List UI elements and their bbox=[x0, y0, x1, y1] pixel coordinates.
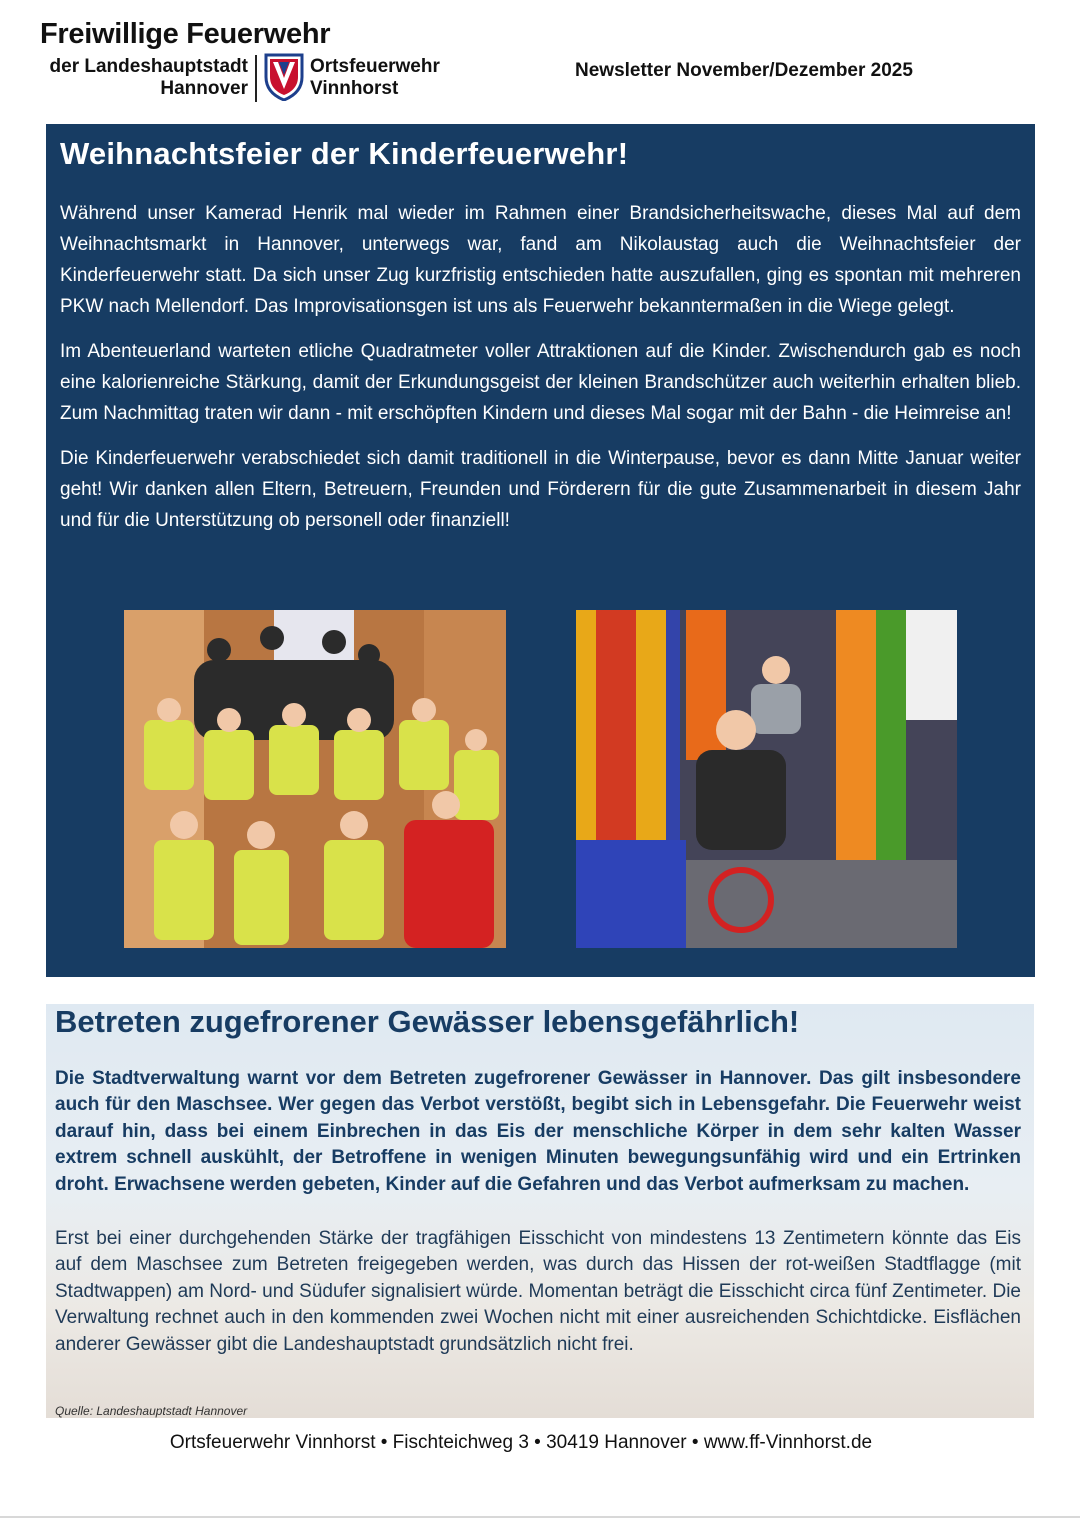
org-title: Freiwillige Feuerwehr bbox=[40, 18, 331, 50]
paragraph: Während unser Kamerad Henrik mal wieder im Rahmen einer Brandsicherheitswache, dieses Mal auf dem Weihnachtsmarkt in Hannover, unterwegs war, fand am Nikolaustag auch die Weihnachtsfeier der Kinderfeuerwehr statt. Da sich unser Zug kurzfristig entschieden hatte auszufallen, ging es spontan mit mehreren PKW nach Mellendorf. Das Improvisationsgen ist uns als Feuerwehr bekanntermaßen in die Wiege gelegt. bbox=[60, 203, 1021, 317]
crest-icon bbox=[264, 53, 304, 101]
org-city-line2: Hannover bbox=[160, 78, 248, 99]
org-unit-line1: Ortsfeuerwehr bbox=[310, 56, 440, 77]
playground-photo bbox=[576, 610, 957, 948]
paragraph: Im Abenteuerland warteten etliche Quadratmeter voller Attraktionen auf die Kinder. Zwischendurch gab es noch eine kalorienreiche Stärkung, damit der Erkundungsgeist der kleinen Brandschützer auch weiterhin erhalten blieb. Zum Nachmittag traten wir dann - mit erschöpften Kindern und dieses Mal sogar mit der Bahn - die Heimreise an! bbox=[60, 341, 1021, 424]
bottom-divider bbox=[0, 1516, 1080, 1518]
section-text bbox=[60, 198, 1021, 550]
footer-address: Ortsfeuerwehr Vinnhorst • Fischteichweg 3 • 30419 Hannover • www.ff-Vinnhorst.de bbox=[169, 1432, 873, 1453]
group-photo bbox=[124, 610, 506, 948]
eis-warnung-section bbox=[46, 1004, 1034, 1418]
logo-divider bbox=[255, 55, 257, 102]
group-photo-illustration bbox=[124, 610, 506, 948]
org-unit-block bbox=[310, 56, 440, 100]
playground-photo-illustration bbox=[576, 610, 957, 948]
warning-paragraph: Die Stadtverwaltung warnt vor dem Betreten zugefrorener Gewässer in Hannover. Das gilt insbesondere auch für den Maschsee. Wer gegen das Verbot verstößt, begibt sich in Lebensgefahr. Die Feuerwehr weist darauf hin, dass bei einem Einbrechen in das Eis der menschliche Körper in dem sehr kalten Wasser extrem schnell auskühlt, der Betroffene in wenigen Minuten bewegungsunfähig wird und ein Ertrinken droht. Erwachsene werden gebeten, Kinder auf die Gefahren und das Verbot aufmerksam zu machen. bbox=[55, 1068, 1021, 1195]
page-header bbox=[0, 0, 1080, 115]
org-city-block bbox=[40, 56, 248, 100]
newsletter-title: Newsletter November/Dezember 2025 bbox=[575, 60, 913, 81]
org-city-line1: der Landeshauptstadt bbox=[49, 56, 248, 77]
source-note: Quelle: Landeshauptstadt Hannover bbox=[55, 1404, 248, 1418]
org-unit-line2: Vinnhorst bbox=[310, 78, 399, 99]
paragraph: Die Kinderfeuerwehr verabschiedet sich damit traditionell in die Winterpause, bevor es dann Mitte Januar weiter geht! Wir danken allen Eltern, Betreuern, Freunden und Förderern für die gute Zusammenarbeit in diesem Jahr und für die Unterstützung ob personell oder finanziell! bbox=[60, 448, 1021, 531]
section-title: Weihnachtsfeier der Kinderfeuerwehr! bbox=[60, 136, 629, 171]
section-title: Betreten zugefrorener Gewässer lebensgefährlich! bbox=[55, 1004, 800, 1039]
info-paragraph: Erst bei einer durchgehenden Stärke der tragfähigen Eisschicht von mindestens 13 Zentimetern könnte das Eis auf dem Maschsee zum Betreten freigegeben werden, was durch das Hissen der rot-weißen Stadtflagge (mit Stadtwappen) am Nord- und Südufer signalisiert würde. Momentan beträgt die Eisschicht circa fünf Zentimeter. Die Verwaltung rechnet auch in den kommenden zwei Wochen nicht mit einer ausreichenden Schichtdicke. Eisflächen anderer Gewässer gibt die Landeshauptstadt grundsätzlich nicht frei. bbox=[55, 1228, 1021, 1355]
kinderfeuerwehr-section bbox=[46, 124, 1035, 977]
